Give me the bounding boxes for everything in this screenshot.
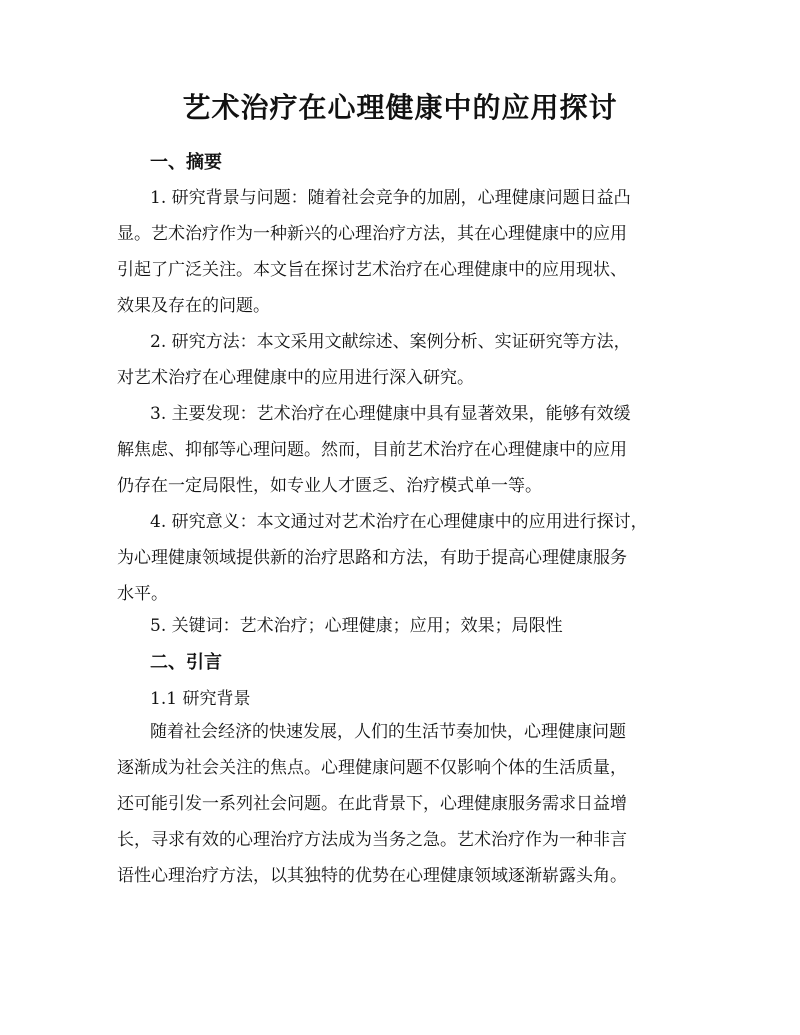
text-line: 解焦虑、抑郁等心理问题。然而，目前艺术治疗在心理健康中的应用 <box>117 440 627 460</box>
text-line: 仍存在一定局限性，如专业人才匮乏、治疗模式单一等。 <box>117 476 542 496</box>
text-line: 随着社会经济的快速发展，人们的生活节奏加快，心理健康问题 <box>150 722 626 742</box>
text-line: 逐渐成为社会关注的焦点。心理健康问题不仅影响个体的生活质量， <box>117 758 627 778</box>
abstract-item-3 <box>117 396 687 504</box>
text-line: 引起了广泛关注。本文旨在探讨艺术治疗在心理健康中的应用现状、 <box>117 260 627 280</box>
section-heading-introduction: 二、引言 <box>150 652 222 673</box>
text-line: 5. 关键词：艺术治疗；心理健康；应用；效果；局限性 <box>150 616 563 636</box>
text-line: 水平。 <box>117 584 168 604</box>
abstract-keywords <box>117 608 687 644</box>
text-line: 还可能引发一系列社会问题。在此背景下，心理健康服务需求日益增 <box>117 794 627 814</box>
text-line: 对艺术治疗在心理健康中的应用进行深入研究。 <box>117 368 474 388</box>
abstract-item-2 <box>117 324 687 396</box>
text-line: 4. 研究意义：本文通过对艺术治疗在心理健康中的应用进行探讨， <box>150 512 648 532</box>
section-heading-abstract: 一、摘要 <box>150 152 222 173</box>
introduction-paragraph <box>117 714 687 894</box>
text-line: 语性心理治疗方法，以其独特的优势在心理健康领域逐渐崭露头角。 <box>117 866 627 886</box>
text-line: 3. 主要发现：艺术治疗在心理健康中具有显著效果，能够有效缓 <box>150 404 631 424</box>
text-line: 为心理健康领域提供新的治疗思路和方法，有助于提高心理健康服务 <box>117 548 627 568</box>
abstract-item-1 <box>117 180 687 324</box>
text-line: 2. 研究方法：本文采用文献综述、案例分析、实证研究等方法， <box>150 332 631 352</box>
text-line: 效果及存在的问题。 <box>117 296 270 316</box>
text-line: 显。艺术治疗作为一种新兴的心理治疗方法，其在心理健康中的应用 <box>117 224 627 244</box>
abstract-item-4 <box>117 504 687 612</box>
text-line: 长，寻求有效的心理治疗方法成为当务之急。艺术治疗作为一种非言 <box>117 830 627 850</box>
subheading-research-background: 1.1 研究背景 <box>150 689 251 709</box>
text-line: 1. 研究背景与问题：随着社会竞争的加剧，心理健康问题日益凸 <box>150 188 631 208</box>
document-title: 艺术治疗在心理健康中的应用探讨 <box>182 91 618 124</box>
